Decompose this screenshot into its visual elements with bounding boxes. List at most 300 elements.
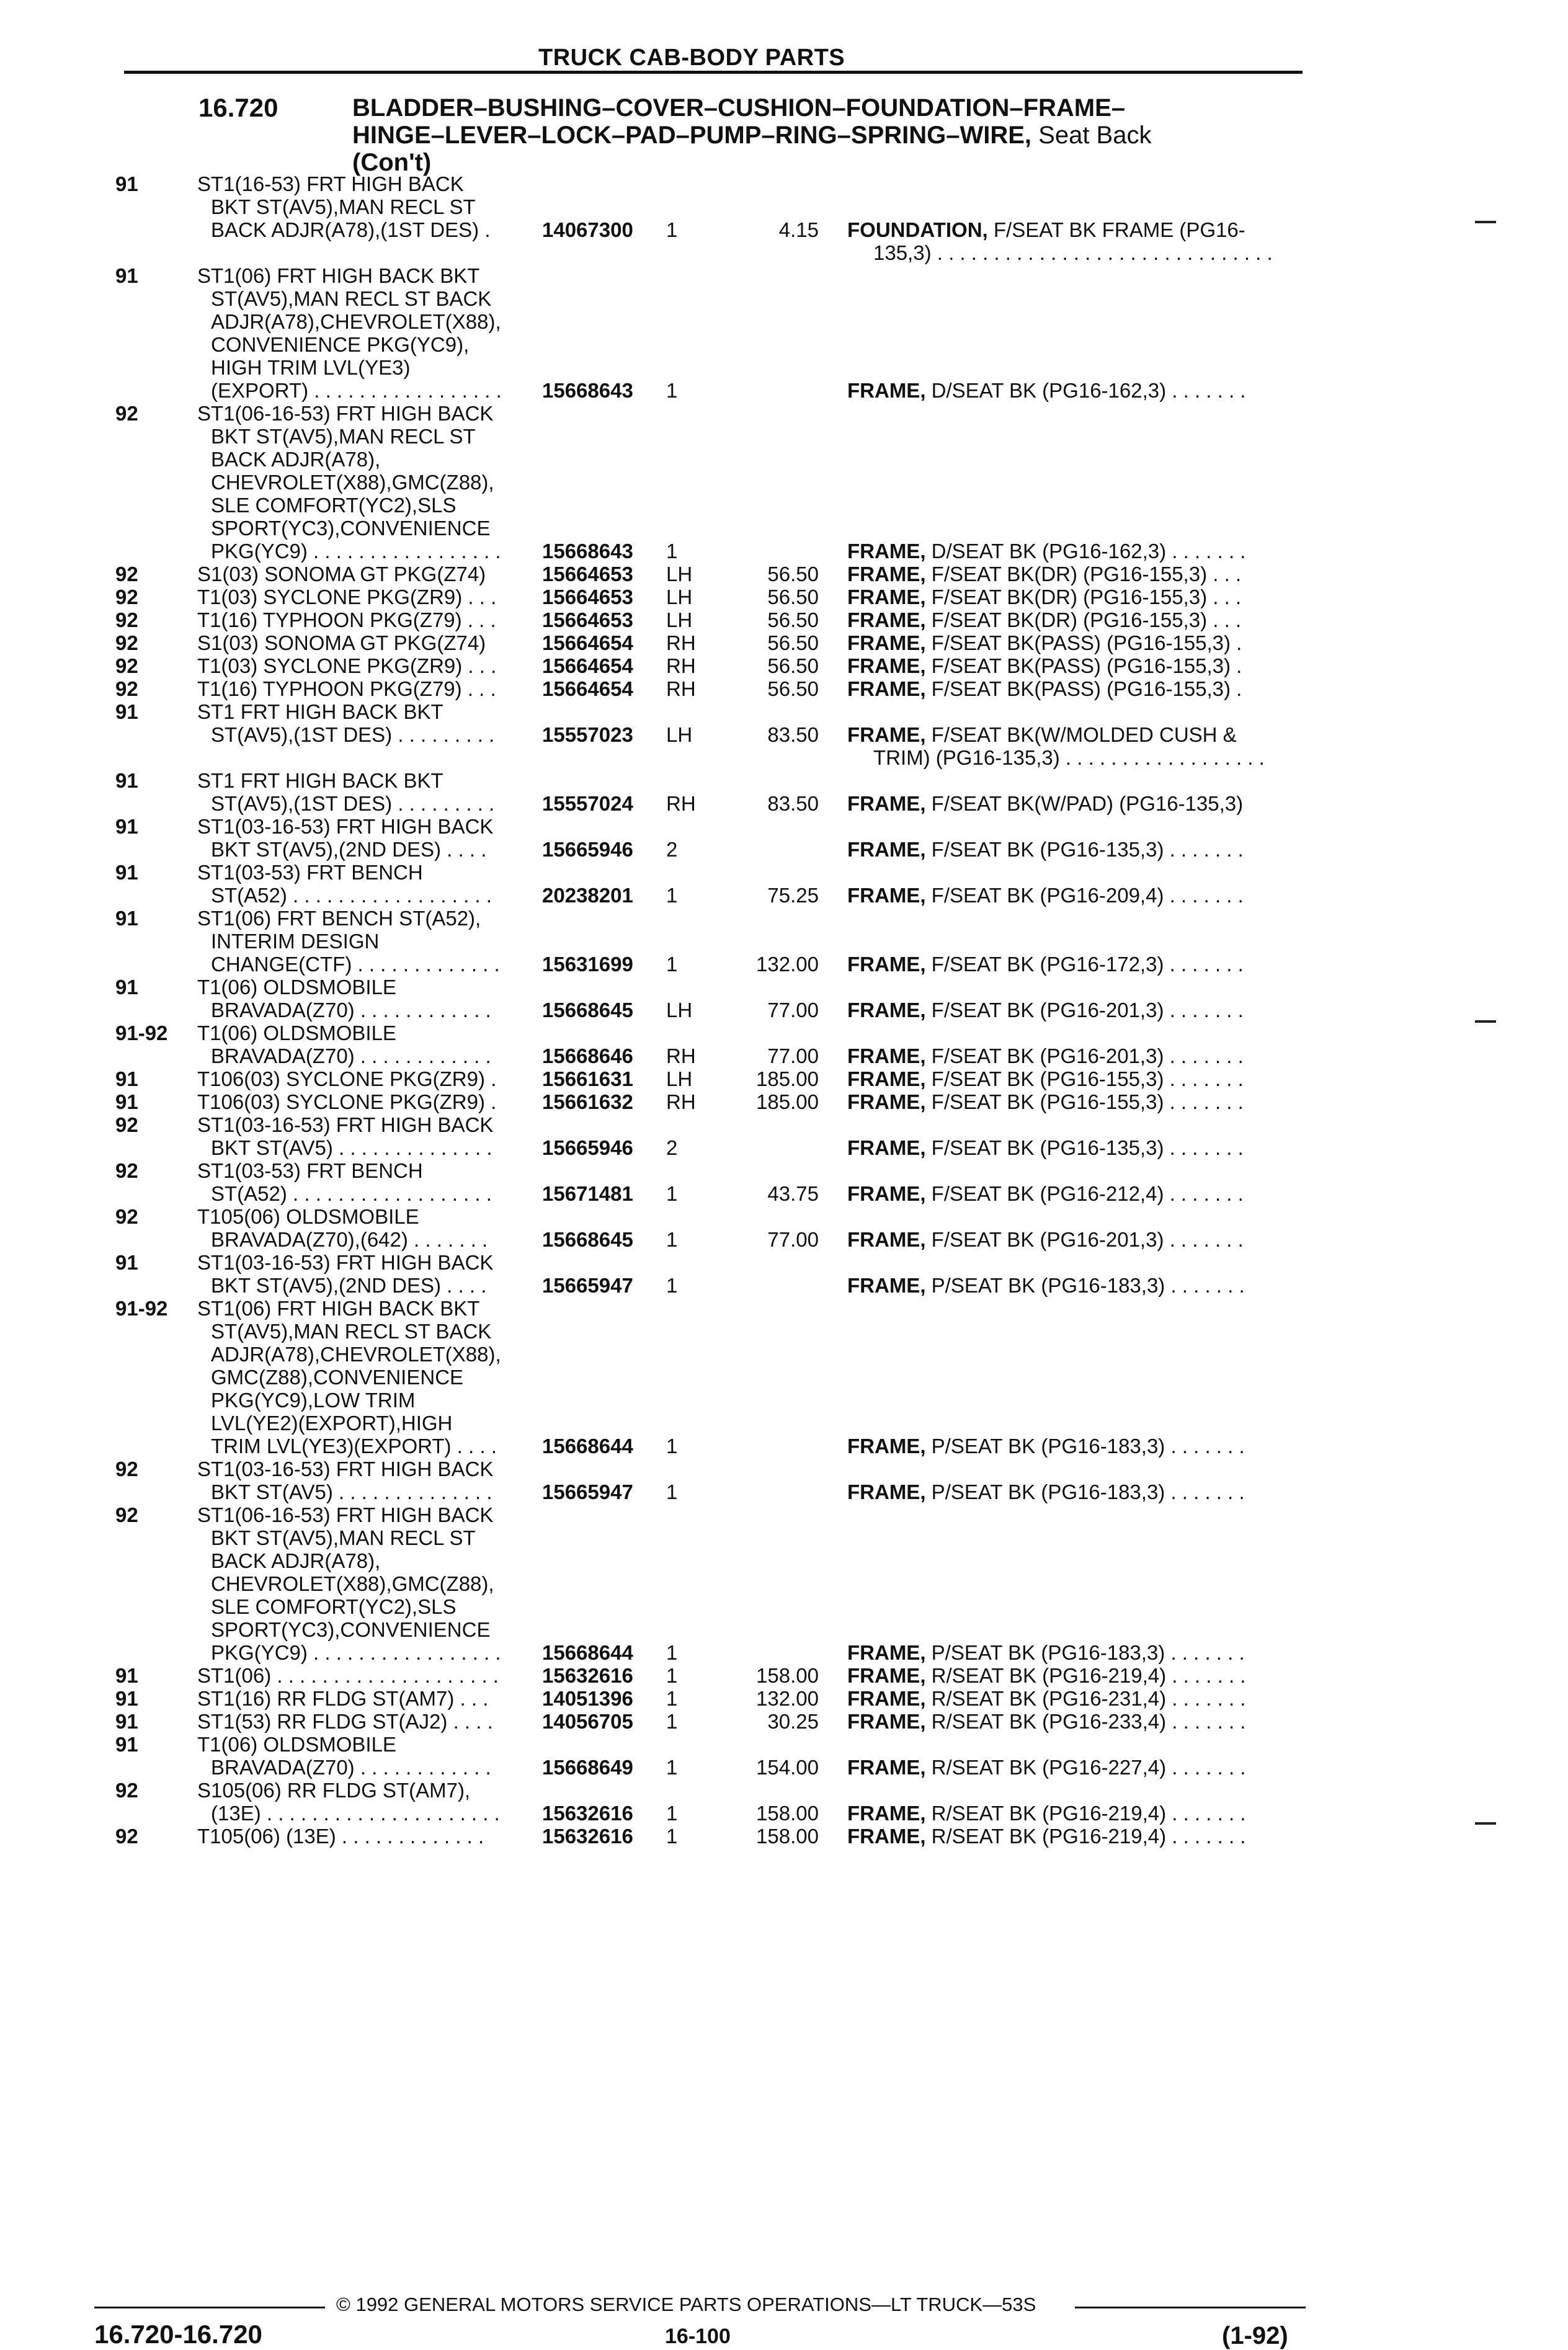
entry-description-line: BRAVADA(Z70),(642) . . . . . . .	[211, 1228, 488, 1251]
entry-price: 56.50	[767, 677, 819, 700]
entry-part-name-keyword: FRAME,	[847, 1756, 926, 1779]
parts-entry	[0, 585, 1568, 608]
entry-part-number: 14056705	[542, 1710, 633, 1733]
entry-description-line: S1(03) SONOMA GT PKG(Z74)	[197, 631, 486, 654]
entry-description	[197, 654, 496, 677]
parts-entry	[0, 815, 1568, 861]
entry-description-line: ST(AV5),MAN RECL ST BACK	[211, 1320, 492, 1343]
entry-year: 91	[115, 1733, 138, 1756]
entry-year: 91-92	[115, 1021, 168, 1044]
entry-part-name-detail: F/SEAT BK (PG16-201,3) . . . . . . .	[925, 999, 1244, 1021]
entry-part-name-detail: F/SEAT BK(DR) (PG16-155,3) . . .	[925, 608, 1242, 631]
parts-entry	[0, 1297, 1568, 1458]
entry-price: 43.75	[767, 1182, 819, 1205]
entry-part-name-continuation: 135,3) . . . . . . . . . . . . . . . . . . . . . . . . . . . . . .	[873, 241, 1273, 264]
entry-quantity: 1	[666, 1480, 678, 1503]
parts-entry	[0, 1251, 1568, 1297]
entry-quantity: 1	[666, 953, 678, 976]
entry-description-line: ST1(03-16-53) FRT HIGH BACK	[197, 815, 494, 838]
entry-description	[197, 677, 496, 700]
entry-price: 83.50	[767, 723, 819, 746]
entry-year: 91	[115, 1664, 138, 1687]
entry-part-name-detail: F/SEAT BK (PG16-135,3) . . . . . . .	[925, 838, 1244, 861]
entry-description-line: BKT ST(AV5),(2ND DES) . . . .	[211, 838, 487, 861]
entry-part-number: 15665946	[542, 838, 633, 861]
parts-entry	[0, 654, 1568, 677]
entry-price: 158.00	[756, 1664, 819, 1687]
margin-mark	[1475, 221, 1496, 223]
entry-description	[197, 907, 500, 976]
entry-description-line: PKG(YC9) . . . . . . . . . . . . . . . . .	[211, 540, 501, 563]
entry-quantity: LH	[666, 608, 693, 631]
entry-description	[197, 1503, 501, 1664]
entry-part-name-keyword: FOUNDATION,	[847, 218, 988, 241]
entry-part-name	[847, 631, 1242, 654]
parts-entry	[0, 677, 1568, 700]
entry-year: 92	[115, 677, 138, 700]
parts-entry	[0, 608, 1568, 631]
entry-description	[197, 1159, 492, 1205]
entry-year: 92	[115, 1458, 138, 1480]
entry-description-line: S105(06) RR FLDG ST(AM7),	[197, 1779, 471, 1802]
entry-description	[197, 608, 496, 631]
entry-part-name-keyword: FRAME,	[847, 1641, 926, 1664]
entry-part-number: 15632616	[542, 1802, 633, 1825]
entry-part-name-detail: F/SEAT BK (PG16-212,4) . . . . . . .	[925, 1182, 1244, 1205]
entry-part-name	[847, 1664, 1245, 1687]
entry-part-name	[847, 1480, 1245, 1503]
entry-part-name-detail: F/SEAT BK(DR) (PG16-155,3) . . .	[925, 585, 1242, 608]
entry-part-number: 15664653	[542, 608, 633, 631]
entry-price: 56.50	[767, 563, 819, 585]
entry-description-line: ST1(06) FRT HIGH BACK BKT	[197, 1297, 480, 1320]
entry-description	[197, 585, 496, 608]
entry-part-name-detail: R/SEAT BK (PG16-227,4) . . . . . . .	[925, 1756, 1246, 1779]
entry-description-line: CHEVROLET(X88),GMC(Z88),	[211, 471, 494, 494]
entry-description-line: ST(AV5),MAN RECL ST BACK	[211, 287, 492, 310]
entry-quantity: 1	[666, 218, 678, 241]
parts-entry	[0, 1458, 1568, 1503]
entry-description-line: BKT ST(AV5),MAN RECL ST	[211, 1526, 476, 1549]
entry-part-name-keyword: FRAME,	[847, 585, 926, 608]
entry-part-number: 15665946	[542, 1136, 633, 1159]
entry-description	[197, 1779, 500, 1825]
parts-entry	[0, 1021, 1568, 1067]
entry-part-number: 15665947	[542, 1274, 633, 1297]
entry-price: 77.00	[767, 1044, 819, 1067]
entry-quantity: 1	[666, 884, 678, 907]
entry-part-name-detail: F/SEAT BK (PG16-172,3) . . . . . . .	[925, 953, 1244, 976]
entry-year: 91	[115, 700, 138, 723]
entry-description	[197, 769, 494, 815]
footer-rule-left	[94, 2307, 325, 2308]
entry-description	[197, 815, 493, 861]
section-number: 16.720	[198, 93, 278, 122]
entry-quantity: 1	[666, 1228, 678, 1251]
parts-entry	[0, 1159, 1568, 1205]
entry-part-number: 15631699	[542, 953, 633, 976]
entry-year: 91	[115, 172, 138, 195]
entry-price: 56.50	[767, 608, 819, 631]
entry-part-name-detail: R/SEAT BK (PG16-231,4) . . . . . . .	[925, 1687, 1246, 1710]
entry-part-name-detail: F/SEAT BK(DR) (PG16-155,3) . . .	[925, 563, 1242, 585]
parts-entry	[0, 769, 1568, 815]
entry-year: 91	[115, 861, 138, 884]
entry-year: 92	[115, 631, 138, 654]
entry-price: 158.00	[756, 1802, 819, 1825]
entry-description-line: (13E) . . . . . . . . . . . . . . . . . . . . .	[211, 1802, 500, 1825]
entry-description-line: BRAVADA(Z70) . . . . . . . . . . . .	[211, 1044, 491, 1067]
entry-description-line: ADJR(A78),CHEVROLET(X88),	[211, 1343, 501, 1366]
entry-description	[197, 1205, 488, 1251]
entry-quantity: LH	[666, 585, 693, 608]
entry-description	[197, 402, 501, 563]
entry-part-name	[847, 563, 1241, 585]
entry-part-name	[847, 1687, 1245, 1710]
entry-description-line: T1(03) SYCLONE PKG(ZR9) . . .	[197, 654, 497, 677]
entry-quantity: LH	[666, 563, 693, 585]
entry-part-name-keyword: FRAME,	[847, 608, 926, 631]
entry-part-name-detail: F/SEAT BK(PASS) (PG16-155,3) .	[925, 677, 1242, 700]
entry-quantity: 1	[666, 1182, 678, 1205]
entry-part-number: 15664653	[542, 585, 633, 608]
entry-part-name	[847, 1641, 1245, 1664]
entry-price: 77.00	[767, 999, 819, 1021]
entry-year: 92	[115, 1779, 138, 1802]
entry-year: 92	[115, 1159, 138, 1182]
page-header-title: TRUCK CAB-BODY PARTS	[538, 45, 845, 71]
entry-description-line: ST1 FRT HIGH BACK BKT	[197, 769, 443, 792]
entry-part-number: 20238201	[542, 884, 633, 907]
entry-part-number: 15668643	[542, 379, 633, 402]
entry-part-name-detail: F/SEAT BK(W/PAD) (PG16-135,3)	[925, 792, 1244, 815]
entry-description	[197, 861, 492, 907]
entry-description-line: (EXPORT) . . . . . . . . . . . . . . . . .	[211, 379, 502, 402]
entry-part-name-detail: P/SEAT BK (PG16-183,3) . . . . . . .	[925, 1435, 1245, 1458]
entry-price: 132.00	[756, 953, 819, 976]
entry-part-name	[847, 540, 1245, 563]
entry-part-name-detail: P/SEAT BK (PG16-183,3) . . . . . . .	[925, 1641, 1245, 1664]
entry-part-name-detail: F/SEAT BK (PG16-201,3) . . . . . . .	[925, 1228, 1244, 1251]
entry-year: 91	[115, 815, 138, 838]
entry-year: 91	[115, 1251, 138, 1274]
entry-part-number: 15632616	[542, 1664, 633, 1687]
entry-quantity: LH	[666, 723, 693, 746]
entry-year: 91	[115, 264, 138, 287]
entry-quantity: RH	[666, 1044, 696, 1067]
entry-part-name-detail: D/SEAT BK (PG16-162,3) . . . . . . .	[925, 379, 1246, 402]
entry-part-name-keyword: FRAME,	[847, 654, 926, 677]
entry-description-line: ST1(06) FRT BENCH ST(A52),	[197, 907, 481, 930]
entry-part-name-keyword: FRAME,	[847, 1710, 926, 1733]
entry-price: 4.15	[778, 218, 819, 241]
entry-description-line: T106(03) SYCLONE PKG(ZR9) .	[197, 1090, 497, 1113]
entry-part-name-detail: F/SEAT BK FRAME (PG16-	[987, 218, 1245, 241]
entry-quantity: LH	[666, 1067, 693, 1090]
entry-description-line: ST1(16) RR FLDG ST(AM7) . . .	[197, 1687, 489, 1710]
entry-part-name-keyword: FRAME,	[847, 1274, 926, 1297]
entry-part-number: 14051396	[542, 1687, 633, 1710]
entry-price: 158.00	[756, 1825, 819, 1848]
entry-description	[197, 1664, 499, 1687]
entry-part-name	[847, 218, 1273, 264]
entry-price: 132.00	[756, 1687, 819, 1710]
entry-quantity: 2	[666, 838, 678, 861]
entry-part-name	[847, 608, 1241, 631]
entry-part-number: 15668646	[542, 1044, 633, 1067]
parts-entry	[0, 1664, 1568, 1687]
entry-part-name-keyword: FRAME,	[847, 379, 926, 402]
entry-year: 92	[115, 563, 138, 585]
section-title-line-1: BLADDER–BUSHING–COVER–CUSHION–FOUNDATION–FRAME–	[352, 94, 1126, 122]
entry-part-name	[847, 1044, 1244, 1067]
entry-description	[197, 1113, 493, 1159]
entry-year: 92	[115, 1113, 138, 1136]
entry-part-name	[847, 1756, 1245, 1779]
entry-part-name	[847, 1136, 1244, 1159]
entry-year: 92	[115, 608, 138, 631]
parts-entry	[0, 976, 1568, 1021]
entry-description-line: BRAVADA(Z70) . . . . . . . . . . . .	[211, 999, 491, 1021]
entry-description-line: ADJR(A78),CHEVROLET(X88),	[211, 310, 501, 333]
entry-part-number: 15664653	[542, 563, 633, 585]
entry-description-line: ST1 FRT HIGH BACK BKT	[197, 700, 443, 723]
entry-part-number: 15668645	[542, 1228, 633, 1251]
entry-description-line: BACK ADJR(A78),	[211, 1549, 381, 1572]
entry-part-number: 15664654	[542, 677, 633, 700]
entry-quantity: 1	[666, 379, 678, 402]
entry-part-name-keyword: FRAME,	[847, 884, 926, 907]
entry-year: 92	[115, 1205, 138, 1228]
entry-part-name-keyword: FRAME,	[847, 1435, 926, 1458]
entry-quantity: RH	[666, 1090, 696, 1113]
margin-mark	[1475, 1822, 1496, 1825]
entry-part-name	[847, 792, 1243, 815]
parts-entry	[0, 264, 1568, 402]
entry-description	[197, 172, 491, 241]
entry-description-line: BKT ST(AV5),MAN RECL ST	[211, 195, 476, 218]
entry-description-line: ST(A52) . . . . . . . . . . . . . . . . . .	[211, 884, 492, 907]
entry-part-name	[847, 1802, 1245, 1825]
entry-description-line: T105(06) OLDSMOBILE	[197, 1205, 419, 1228]
entry-part-name-keyword: FRAME,	[847, 1044, 926, 1067]
entry-quantity: 1	[666, 1641, 678, 1664]
entry-part-name-keyword: FRAME,	[847, 1825, 926, 1848]
entry-part-number: 15668643	[542, 540, 633, 563]
entry-part-number: 15661632	[542, 1090, 633, 1113]
entry-description-line: T1(06) OLDSMOBILE	[197, 1021, 396, 1044]
entry-description-line: ST1(03-16-53) FRT HIGH BACK	[197, 1251, 494, 1274]
entry-description-line: CHEVROLET(X88),GMC(Z88),	[211, 1572, 494, 1595]
entry-description-line: SLE COMFORT(YC2),SLS	[211, 1595, 457, 1618]
entry-description-line: ST1(06-16-53) FRT HIGH BACK	[197, 1503, 494, 1526]
entry-year: 91	[115, 907, 138, 930]
parts-entry	[0, 1825, 1568, 1848]
footer-copyright: © 1992 GENERAL MOTORS SERVICE PARTS OPERATIONS—LT TRUCK—53S	[336, 2294, 1036, 2315]
footer-date: (1-92)	[1222, 2322, 1288, 2349]
entry-part-name	[847, 838, 1244, 861]
entry-part-name	[847, 654, 1242, 677]
entry-part-name-keyword: FRAME,	[847, 953, 926, 976]
entry-description	[197, 1687, 488, 1710]
parts-entry	[0, 861, 1568, 907]
entry-part-name-detail: P/SEAT BK (PG16-183,3) . . . . . . .	[925, 1480, 1245, 1503]
entry-description	[197, 631, 486, 654]
entry-year: 92	[115, 585, 138, 608]
entry-quantity: 1	[666, 1274, 678, 1297]
entry-description-line: HIGH TRIM LVL(YE3)	[211, 356, 411, 379]
entry-part-name-detail: R/SEAT BK (PG16-219,4) . . . . . . .	[925, 1825, 1246, 1848]
entry-description	[197, 1251, 493, 1297]
entry-description-line: T1(16) TYPHOON PKG(Z79) . . .	[197, 677, 496, 700]
entry-part-name-keyword: FRAME,	[847, 838, 926, 861]
entry-price: 56.50	[767, 631, 819, 654]
entry-description	[197, 264, 502, 402]
entry-part-name-keyword: FRAME,	[847, 1136, 926, 1159]
entry-description-line: BKT ST(AV5) . . . . . . . . . . . . . .	[211, 1136, 492, 1159]
entry-description-line: T1(06) OLDSMOBILE	[197, 1733, 396, 1756]
parts-entry	[0, 1687, 1568, 1710]
entry-description-line: ST1(06-16-53) FRT HIGH BACK	[197, 402, 494, 425]
entry-description-line: ST(A52) . . . . . . . . . . . . . . . . . .	[211, 1182, 492, 1205]
section-title-line-3: (Con't)	[352, 149, 432, 176]
header-rule	[124, 71, 1303, 74]
footer-rule-right	[1075, 2307, 1306, 2308]
entry-description	[197, 1297, 501, 1458]
entry-description-line: PKG(YC9),LOW TRIM	[211, 1389, 416, 1412]
entry-quantity: 1	[666, 1687, 678, 1710]
entry-description-line: PKG(YC9) . . . . . . . . . . . . . . . . .	[211, 1641, 501, 1664]
entry-description-line: T1(16) TYPHOON PKG(Z79) . . .	[197, 608, 496, 631]
entry-part-name-detail: F/SEAT BK(PASS) (PG16-155,3) .	[925, 654, 1242, 677]
entry-part-number: 15557024	[542, 792, 633, 815]
entry-description-line: BACK ADJR(A78),	[211, 448, 381, 471]
entry-description-line: TRIM LVL(YE3)(EXPORT) . . . .	[211, 1435, 497, 1458]
entry-description-line: ST1(03-53) FRT BENCH	[197, 861, 423, 884]
entry-quantity: RH	[666, 654, 696, 677]
entry-quantity: 1	[666, 1710, 678, 1733]
entry-part-name-detail: R/SEAT BK (PG16-233,4) . . . . . . .	[925, 1710, 1246, 1733]
entry-part-name	[847, 1067, 1244, 1090]
entry-description-line: BKT ST(AV5) . . . . . . . . . . . . . .	[211, 1480, 492, 1503]
entry-part-name-keyword: FRAME,	[847, 999, 926, 1021]
entry-part-name-keyword: FRAME,	[847, 1067, 926, 1090]
entry-part-name-keyword: FRAME,	[847, 1802, 926, 1825]
entry-part-name	[847, 953, 1244, 976]
entry-part-name	[847, 1182, 1244, 1205]
entry-description-line: CONVENIENCE PKG(YC9),	[211, 333, 470, 356]
entry-part-name-keyword: FRAME,	[847, 1687, 926, 1710]
entry-description-line: ST(AV5),(1ST DES) . . . . . . . . .	[211, 723, 495, 746]
entry-part-name	[847, 585, 1241, 608]
entry-description-line: ST1(16-53) FRT HIGH BACK	[197, 172, 464, 195]
entry-description-line: LVL(YE2)(EXPORT),HIGH	[211, 1412, 453, 1435]
entry-part-name-keyword: FRAME,	[847, 1480, 926, 1503]
entry-description-line: INTERIM DESIGN	[211, 930, 380, 953]
entry-part-name-detail: F/SEAT BK (PG16-155,3) . . . . . . .	[925, 1067, 1244, 1090]
entry-quantity: RH	[666, 792, 696, 815]
entry-part-name	[847, 1228, 1244, 1251]
entry-part-name-detail: F/SEAT BK(W/MOLDED CUSH &	[925, 723, 1237, 746]
section-title-line-2: HINGE–LEVER–LOCK–PAD–PUMP–RING–SPRING–WIRE, Seat Back	[352, 122, 1152, 149]
entry-quantity: 1	[666, 1756, 678, 1779]
entry-year: 91-92	[115, 1297, 168, 1320]
entry-part-name	[847, 1435, 1245, 1458]
entry-description	[197, 700, 494, 746]
margin-mark	[1475, 1020, 1496, 1023]
parts-entry	[0, 172, 1568, 264]
entry-part-name-detail: R/SEAT BK (PG16-219,4) . . . . . . .	[925, 1664, 1246, 1687]
entry-part-number: 15664654	[542, 654, 633, 677]
entry-part-number: 15661631	[542, 1067, 633, 1090]
entry-part-name	[847, 1090, 1244, 1113]
entry-part-name-detail: F/SEAT BK (PG16-135,3) . . . . . . .	[925, 1136, 1244, 1159]
entry-description-line: SPORT(YC3),CONVENIENCE	[211, 1618, 491, 1641]
entry-part-name	[847, 723, 1265, 769]
entry-description	[197, 1733, 491, 1779]
entry-description-line: SPORT(YC3),CONVENIENCE	[211, 517, 491, 540]
entry-year: 92	[115, 1503, 138, 1526]
entry-year: 91	[115, 769, 138, 792]
entry-year: 91	[115, 1067, 138, 1090]
entry-part-name-detail: R/SEAT BK (PG16-219,4) . . . . . . .	[925, 1802, 1246, 1825]
entry-description-line: ST1(06) FRT HIGH BACK BKT	[197, 264, 480, 287]
entry-description-line: T106(03) SYCLONE PKG(ZR9) .	[197, 1067, 497, 1090]
entry-description-line: GMC(Z88),CONVENIENCE	[211, 1366, 464, 1389]
entry-part-name-keyword: FRAME,	[847, 1228, 926, 1251]
entry-year: 92	[115, 1825, 138, 1848]
parts-entry	[0, 402, 1568, 563]
entry-year: 92	[115, 402, 138, 425]
entry-description-line: BRAVADA(Z70) . . . . . . . . . . . .	[211, 1756, 491, 1779]
entry-description	[197, 1090, 496, 1113]
entry-part-number: 15665947	[542, 1480, 633, 1503]
entry-year: 91	[115, 1710, 138, 1733]
entry-price: 56.50	[767, 654, 819, 677]
entry-description-line: ST1(03-53) FRT BENCH	[197, 1159, 423, 1182]
entry-quantity: 1	[666, 1802, 678, 1825]
entry-description-line: CHANGE(CTF) . . . . . . . . . . . . .	[211, 953, 500, 976]
entry-description-line: BACK ADJR(A78),(1ST DES) .	[211, 218, 491, 241]
entry-description	[197, 1710, 493, 1733]
entry-price: 83.50	[767, 792, 819, 815]
entry-quantity: RH	[666, 677, 696, 700]
entry-part-number: 15671481	[542, 1182, 633, 1205]
entry-part-name-keyword: FRAME,	[847, 792, 926, 815]
entry-description-line: ST1(06) . . . . . . . . . . . . . . . . . . . .	[197, 1664, 499, 1687]
entry-part-number: 15632616	[542, 1825, 633, 1848]
entry-part-name-detail: F/SEAT BK (PG16-155,3) . . . . . . .	[925, 1090, 1244, 1113]
section-title	[352, 94, 1151, 176]
parts-entry	[0, 1779, 1568, 1825]
entry-description-line: T105(06) (13E) . . . . . . . . . . . . .	[197, 1825, 484, 1848]
entry-description-line: S1(03) SONOMA GT PKG(Z74)	[197, 563, 486, 585]
entry-part-name-detail: P/SEAT BK (PG16-183,3) . . . . . . .	[925, 1274, 1245, 1297]
entry-part-number: 15557023	[542, 723, 633, 746]
entry-description-line: BKT ST(AV5),MAN RECL ST	[211, 425, 476, 448]
parts-entry	[0, 1710, 1568, 1733]
entry-price: 185.00	[756, 1090, 819, 1113]
entry-year: 92	[115, 654, 138, 677]
entry-part-name-keyword: FRAME,	[847, 540, 926, 563]
footer-page-number: 16-100	[665, 2325, 731, 2348]
entry-part-name	[847, 1825, 1245, 1848]
parts-entry	[0, 1090, 1568, 1113]
entry-part-name	[847, 999, 1244, 1021]
parts-entry	[0, 1733, 1568, 1779]
entry-description-line: ST(AV5),(1ST DES) . . . . . . . . .	[211, 792, 495, 815]
entry-part-number: 15664654	[542, 631, 633, 654]
